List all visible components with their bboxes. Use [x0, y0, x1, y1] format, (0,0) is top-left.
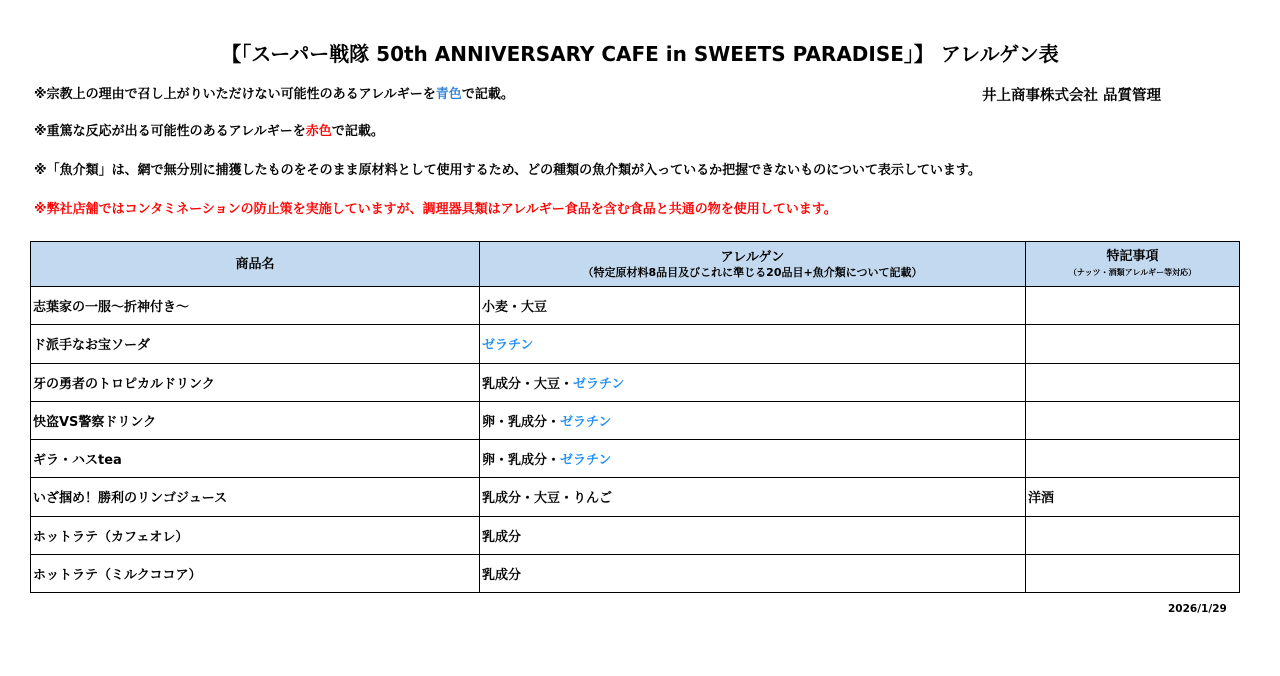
note-seafood: ※「魚介類」は、網で無分別に捕獲したものをそのまま原材料として使用するため、どの種類の魚介類が入っているか把握できないものについて表示しています。: [34, 163, 981, 178]
note-religious-text: ※宗教上の理由で召し上がりいただけない可能性のあるアレルギーを: [34, 87, 436, 102]
allergen-cell: [480, 401, 1026, 439]
special-notes-cell: [1026, 554, 1240, 592]
product-name-cell: ギラ・ハスtea: [31, 440, 480, 478]
product-name-cell: ホットラテ（カフェオレ）: [31, 516, 480, 554]
allergen-separator: ・: [560, 376, 574, 392]
product-name-cell: ド派手なお宝ソーダ: [31, 325, 480, 363]
note-severe-text: ※重篤な反応が出る可能性のあるアレルギーを: [34, 124, 306, 139]
allergen-cell: [480, 440, 1026, 478]
special-notes-cell: 洋酒: [1026, 478, 1240, 516]
table-row: [31, 440, 1240, 478]
note-severe: [34, 123, 384, 141]
special-notes-cell: [1026, 401, 1240, 439]
product-name-cell: 志葉家の一服～折神付き～: [31, 287, 480, 325]
special-notes-cell: [1026, 440, 1240, 478]
header-product-name: [31, 242, 480, 287]
note-religious-highlight: 青色: [435, 87, 462, 102]
allergen-list: 乳成分・大豆: [482, 376, 561, 392]
issue-date: 2026/1/29: [1168, 603, 1227, 615]
note-contamination: ※弊社店舗ではコンタミネーションの防止策を実施していますが、調理器具類はアレルギー食品を含む食品と共通の物を使用しています。: [34, 202, 837, 217]
allergen-table: [30, 241, 1240, 593]
table-header-row: [31, 242, 1240, 287]
special-notes-cell: [1026, 325, 1240, 363]
allergen-religious: ゼラチン: [560, 453, 612, 469]
header-allergen-label: アレルゲン: [720, 249, 785, 265]
header-product-name-label: 商品名: [235, 257, 275, 272]
allergen-list: 乳成分: [482, 529, 522, 545]
header-special-notes-sublabel: （ナッツ・酒類アレルギー等対応）: [1068, 268, 1197, 277]
allergen-cell: [480, 516, 1026, 554]
table-row: [31, 325, 1240, 363]
allergen-list: 乳成分: [482, 567, 522, 583]
header-special-notes: [1026, 242, 1240, 287]
table-row: [31, 478, 1240, 516]
allergen-cell: [480, 554, 1026, 592]
special-notes-cell: [1026, 287, 1240, 325]
company-name: 井上商事株式会社 品質管理: [982, 88, 1162, 104]
special-notes-cell: [1026, 516, 1240, 554]
product-name-cell: 牙の勇者のトロピカルドリンク: [31, 363, 480, 401]
allergen-list: 乳成分・大豆・りんご: [482, 491, 613, 507]
table-row: [31, 287, 1240, 325]
special-notes-cell: [1026, 363, 1240, 401]
allergen-cell: [480, 363, 1026, 401]
table-row: [31, 554, 1240, 592]
page-title: 【「スーパー戦隊 50th ANNIVERSARY CAFE in SWEETS PARADISE」】 アレルゲン表: [221, 42, 1059, 66]
allergen-separator: ・: [547, 453, 561, 469]
allergen-separator: ・: [547, 414, 561, 430]
table-row: [31, 516, 1240, 554]
allergen-list: 小麦・大豆: [482, 300, 548, 316]
allergen-cell: [480, 478, 1026, 516]
header-special-notes-label: 特記事項: [1106, 249, 1159, 264]
product-name-cell: ホットラテ（ミルクココア）: [31, 554, 480, 592]
allergen-cell: [480, 325, 1026, 363]
allergen-religious: ゼラチン: [482, 338, 534, 354]
table-row: [31, 363, 1240, 401]
table-row: [31, 401, 1240, 439]
product-name-cell: いざ掴め！勝利のリンゴジュース: [31, 478, 480, 516]
product-name-cell: 快盗VS警察ドリンク: [31, 401, 480, 439]
allergen-cell: [480, 287, 1026, 325]
note-religious: [34, 86, 514, 104]
header-allergen: [480, 242, 1026, 287]
note-severe-suffix: で記載。: [331, 124, 384, 139]
allergen-list: 卵・乳成分: [482, 414, 548, 430]
allergen-religious: ゼラチン: [573, 376, 625, 392]
allergen-religious: ゼラチン: [560, 414, 612, 430]
header-allergen-sublabel: （特定原材料8品目及びこれに準じる20品目+魚介類について記載）: [582, 265, 923, 279]
allergen-list: 卵・乳成分: [482, 453, 548, 469]
note-religious-suffix: で記載。: [461, 87, 514, 102]
note-severe-highlight: 赤色: [305, 124, 332, 139]
